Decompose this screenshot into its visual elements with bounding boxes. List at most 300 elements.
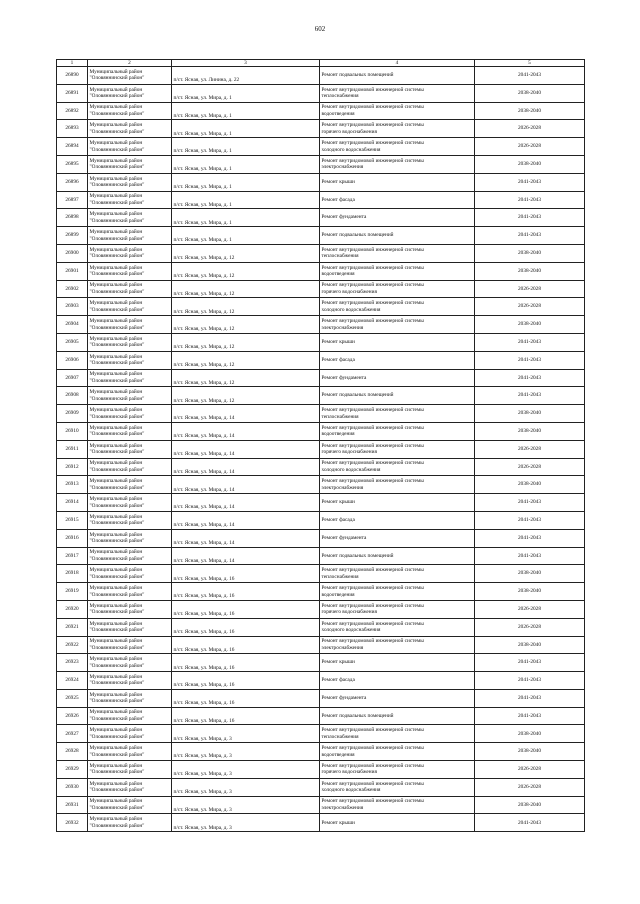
municipality-line-2: "Оловяннинский район" (89, 217, 145, 224)
municipality-cell (88, 405, 172, 423)
period-cell: 2041-2043 (475, 333, 585, 351)
municipality-line-1: Муниципальный район (89, 282, 143, 289)
municipality-cell (88, 173, 172, 191)
row-number: 26910 (57, 422, 88, 440)
work-type-line-2: водоотведения (321, 271, 355, 278)
table-row (57, 636, 585, 654)
municipality-line-1: Муниципальный район (89, 495, 143, 502)
address-cell: п/ст. Ясная, ул. Мира, д. 1 (172, 227, 320, 245)
work-type-line-1: Ремонт внутридомовой инженерной системы (321, 282, 424, 289)
table-row (57, 209, 585, 227)
period-cell: 2041-2043 (475, 227, 585, 245)
municipality-line-1: Муниципальный район (89, 86, 143, 93)
period-cell: 2041-2043 (475, 689, 585, 707)
municipality-cell (88, 369, 172, 387)
address-cell: п/ст. Ясная, ул. Мира, д. 1 (172, 173, 320, 191)
table-row (57, 494, 585, 512)
address-cell: п/ст. Ясная, ул. Мира, д. 3 (172, 761, 320, 779)
row-number: 26892 (57, 102, 88, 120)
period-cell: 2026-2028 (475, 600, 585, 618)
work-type-line-1: Ремонт внутридомовой инженерной системы (321, 317, 424, 324)
work-type-line-1: Ремонт внутридомовой инженерной системы (321, 139, 424, 146)
work-type-line-1: Ремонт фасада (321, 517, 355, 524)
work-type-cell (320, 173, 475, 191)
work-type-cell (320, 333, 475, 351)
row-number: 26930 (57, 778, 88, 796)
address-cell: п/ст. Ясная, ул. Мира, д. 16 (172, 636, 320, 654)
municipality-cell (88, 387, 172, 405)
work-type-cell (320, 761, 475, 779)
address-cell: п/ст. Ясная, ул. Мира, д. 12 (172, 262, 320, 280)
work-type-line-2: холодного водоснабжения (321, 787, 381, 794)
work-type-cell (320, 298, 475, 316)
work-type-cell (320, 814, 475, 832)
work-type-line-1: Ремонт крыши (321, 178, 355, 185)
municipality-cell (88, 689, 172, 707)
municipality-cell (88, 654, 172, 672)
municipality-cell (88, 778, 172, 796)
work-type-line-2: водоотведения (321, 591, 355, 598)
municipality-line-1: Муниципальный район (89, 175, 143, 182)
municipality-cell (88, 138, 172, 156)
municipality-cell (88, 565, 172, 583)
address-cell: п/ст. Ясная, ул. Мира, д. 1 (172, 138, 320, 156)
table-row (57, 529, 585, 547)
work-type-line-1: Ремонт фасада (321, 677, 355, 684)
work-type-line-2: горячего водоснабжения (321, 288, 377, 295)
municipality-line-1: Муниципальный район (89, 211, 143, 218)
work-type-line-1: Ремонт фасада (321, 196, 355, 203)
work-type-cell (320, 458, 475, 476)
page-number: 602 (314, 25, 326, 33)
address-cell: п/ст. Ясная, ул. Мира, д. 12 (172, 316, 320, 334)
table-row (57, 120, 585, 138)
municipality-line-1: Муниципальный район (89, 300, 143, 307)
municipality-line-1: Муниципальный район (89, 104, 143, 111)
municipality-cell (88, 244, 172, 262)
municipality-line-2: "Оловяннинский район" (89, 182, 145, 189)
municipality-line-2: "Оловяннинский район" (89, 609, 145, 616)
work-type-cell (320, 547, 475, 565)
table-row (57, 654, 585, 672)
period-cell: 2041-2043 (475, 814, 585, 832)
municipality-cell (88, 583, 172, 601)
row-number: 26913 (57, 476, 88, 494)
row-number: 26908 (57, 387, 88, 405)
municipality-cell (88, 227, 172, 245)
work-type-cell (320, 600, 475, 618)
municipality-cell (88, 333, 172, 351)
municipality-line-1: Муниципальный район (89, 424, 143, 431)
address-cell: п/ст. Ясная, ул. Мира, д. 12 (172, 369, 320, 387)
municipality-line-2: "Оловяннинский район" (89, 716, 145, 723)
column-header: 4 (320, 60, 475, 67)
work-type-cell (320, 120, 475, 138)
row-number: 26894 (57, 138, 88, 156)
municipality-line-2: "Оловяннинский район" (89, 377, 145, 384)
work-type-line-2: теплоснабжения (321, 733, 359, 740)
table-row (57, 547, 585, 565)
work-type-line-1: Ремонт внутридомовой инженерной системы (321, 264, 424, 271)
row-number: 26895 (57, 155, 88, 173)
row-number: 26903 (57, 298, 88, 316)
work-type-line-1: Ремонт внутридомовой инженерной системы (321, 406, 424, 413)
work-type-line-2: электроснабжения (321, 484, 364, 491)
work-type-cell (320, 369, 475, 387)
table-row (57, 227, 585, 245)
address-cell: п/ст. Ясная, ул. Мира, д. 14 (172, 511, 320, 529)
work-type-line-2: холодного водоснабжения (321, 466, 381, 473)
work-type-line-1: Ремонт внутридомовой инженерной системы (321, 460, 424, 467)
period-cell: 2038-2040 (475, 84, 585, 102)
work-type-line-2: водоотведения (321, 431, 355, 438)
period-cell: 2038-2040 (475, 155, 585, 173)
municipality-line-1: Муниципальный район (89, 584, 143, 591)
period-cell: 2038-2040 (475, 244, 585, 262)
municipality-line-2: "Оловяннинский район" (89, 360, 145, 367)
work-type-line-1: Ремонт крыши (321, 499, 355, 506)
table-row (57, 583, 585, 601)
work-type-line-1: Ремонт подвальных помещений (321, 552, 394, 559)
period-cell: 2026-2028 (475, 298, 585, 316)
municipality-line-2: "Оловяннинский район" (89, 324, 145, 331)
municipality-line-1: Муниципальный район (89, 709, 143, 716)
municipality-line-1: Муниципальный район (89, 691, 143, 698)
municipality-line-1: Муниципальный район (89, 193, 143, 200)
address-cell: п/ст. Ясная, ул. Мира, д. 14 (172, 458, 320, 476)
period-cell: 2041-2043 (475, 369, 585, 387)
work-type-cell (320, 209, 475, 227)
period-cell: 2038-2040 (475, 262, 585, 280)
municipality-line-2: "Оловяннинский район" (89, 555, 145, 562)
work-type-line-1: Ремонт подвальных помещений (321, 232, 394, 239)
address-cell: п/ст. Ясная, ул. Мира, д. 14 (172, 547, 320, 565)
period-cell: 2038-2040 (475, 476, 585, 494)
municipality-line-2: "Оловяннинский район" (89, 449, 145, 456)
municipality-line-1: Муниципальный район (89, 122, 143, 129)
work-type-line-1: Ремонт внутридомовой инженерной системы (321, 567, 424, 574)
work-type-cell (320, 67, 475, 85)
municipality-line-1: Муниципальный район (89, 673, 143, 680)
row-number: 26896 (57, 173, 88, 191)
row-number: 26911 (57, 440, 88, 458)
period-cell: 2041-2043 (475, 387, 585, 405)
row-number: 26920 (57, 600, 88, 618)
table-row (57, 84, 585, 102)
municipality-line-2: "Оловяннинский район" (89, 787, 145, 794)
work-type-line-1: Ремонт подвальных помещений (321, 712, 394, 719)
work-type-line-1: Ремонт внутридомовой инженерной системы (321, 620, 424, 627)
address-cell: п/ст. Ясная, ул. Мира, д. 16 (172, 565, 320, 583)
work-type-line-1: Ремонт фасада (321, 356, 355, 363)
municipality-line-2: "Оловяннинский район" (89, 164, 145, 171)
period-cell: 2038-2040 (475, 316, 585, 334)
municipality-cell (88, 725, 172, 743)
work-type-cell (320, 565, 475, 583)
municipality-cell (88, 209, 172, 227)
table-row (57, 387, 585, 405)
table-row (57, 511, 585, 529)
table-row (57, 280, 585, 298)
work-type-line-1: Ремонт внутридомовой инженерной системы (321, 122, 424, 129)
work-type-line-1: Ремонт внутридомовой инженерной системы (321, 300, 424, 307)
row-number: 26907 (57, 369, 88, 387)
period-cell: 2038-2040 (475, 565, 585, 583)
municipality-line-2: "Оловяннинский район" (89, 288, 145, 295)
work-type-cell (320, 583, 475, 601)
address-cell: п/ст. Ясная, ул. Мира, д. 3 (172, 725, 320, 743)
row-number: 26917 (57, 547, 88, 565)
municipality-line-2: "Оловяннинский район" (89, 199, 145, 206)
period-cell: 2026-2028 (475, 280, 585, 298)
work-type-cell (320, 138, 475, 156)
period-cell: 2038-2040 (475, 725, 585, 743)
table-row (57, 476, 585, 494)
address-cell: п/ст. Ясная, ул. Мира, д. 16 (172, 583, 320, 601)
table-row (57, 743, 585, 761)
municipality-line-2: "Оловяннинский район" (89, 395, 145, 402)
address-cell: п/ст. Ясная, ул. Мира, д. 3 (172, 778, 320, 796)
work-type-cell (320, 725, 475, 743)
period-cell: 2026-2028 (475, 778, 585, 796)
municipality-line-2: "Оловяннинский район" (89, 306, 145, 313)
municipality-line-1: Муниципальный район (89, 638, 143, 645)
table-row (57, 672, 585, 690)
work-type-cell (320, 778, 475, 796)
row-number: 26927 (57, 725, 88, 743)
row-number: 26932 (57, 814, 88, 832)
work-type-line-2: электроснабжения (321, 805, 364, 812)
work-type-cell (320, 244, 475, 262)
address-cell: п/ст. Ясная, ул. Мира, д. 14 (172, 476, 320, 494)
column-header: 3 (172, 60, 320, 67)
table-row (57, 725, 585, 743)
row-number: 26906 (57, 351, 88, 369)
address-cell: п/ст. Ясная, ул. Мира, д. 12 (172, 244, 320, 262)
address-cell: п/ст. Ясная, ул. Мира, д. 12 (172, 351, 320, 369)
municipality-line-1: Муниципальный район (89, 620, 143, 627)
municipality-line-2: "Оловяннинский район" (89, 413, 145, 420)
work-type-line-1: Ремонт фундамента (321, 374, 367, 381)
work-type-line-1: Ремонт внутридомовой инженерной системы (321, 157, 424, 164)
row-number: 26919 (57, 583, 88, 601)
work-type-line-1: Ремонт внутридомовой инженерной системы (321, 246, 424, 253)
work-type-line-1: Ремонт подвальных помещений (321, 392, 394, 399)
work-type-cell (320, 796, 475, 814)
work-type-line-2: горячего водоснабжения (321, 128, 377, 135)
work-type-cell (320, 405, 475, 423)
work-type-line-2: теплоснабжения (321, 93, 359, 100)
table-row (57, 262, 585, 280)
municipality-line-2: "Оловяннинский район" (89, 627, 145, 634)
period-cell: 2041-2043 (475, 494, 585, 512)
municipality-cell (88, 494, 172, 512)
work-type-cell (320, 672, 475, 690)
work-type-cell (320, 440, 475, 458)
work-type-line-2: холодного водоснабжения (321, 146, 381, 153)
period-cell: 2041-2043 (475, 672, 585, 690)
municipality-line-2: "Оловяннинский район" (89, 644, 145, 651)
period-cell: 2038-2040 (475, 102, 585, 120)
address-cell: п/ст. Ясная, ул. Мира, д. 16 (172, 618, 320, 636)
work-type-line-1: Ремонт внутридомовой инженерной системы (321, 727, 424, 734)
work-type-cell (320, 351, 475, 369)
work-type-cell (320, 494, 475, 512)
municipality-line-1: Муниципальный район (89, 406, 143, 413)
work-type-cell (320, 511, 475, 529)
row-number: 26899 (57, 227, 88, 245)
work-type-cell (320, 636, 475, 654)
municipality-cell (88, 67, 172, 85)
address-cell: п/ст. Ясная, ул. Мира, д. 1 (172, 84, 320, 102)
work-type-cell (320, 618, 475, 636)
municipality-cell (88, 262, 172, 280)
municipality-line-1: Муниципальный район (89, 602, 143, 609)
municipality-line-2: "Оловяннинский район" (89, 235, 145, 242)
work-type-line-1: Ремонт фундамента (321, 214, 367, 221)
municipality-line-1: Муниципальный район (89, 264, 143, 271)
period-cell: 2038-2040 (475, 636, 585, 654)
municipality-cell (88, 280, 172, 298)
municipality-cell (88, 672, 172, 690)
period-cell: 2041-2043 (475, 351, 585, 369)
municipality-cell (88, 316, 172, 334)
work-type-line-2: теплоснабжения (321, 573, 359, 580)
register-table (56, 59, 585, 832)
row-number: 26904 (57, 316, 88, 334)
work-type-cell (320, 155, 475, 173)
period-cell: 2026-2028 (475, 618, 585, 636)
municipality-line-2: "Оловяннинский район" (89, 502, 145, 509)
period-cell: 2041-2043 (475, 191, 585, 209)
municipality-line-2: "Оловяннинский район" (89, 431, 145, 438)
municipality-line-1: Муниципальный район (89, 335, 143, 342)
address-cell: п/ст. Ясная, ул. Мира, д. 1 (172, 102, 320, 120)
work-type-cell (320, 280, 475, 298)
work-type-line-1: Ремонт внутридомовой инженерной системы (321, 762, 424, 769)
row-number: 26912 (57, 458, 88, 476)
work-type-line-2: горячего водоснабжения (321, 609, 377, 616)
work-type-line-2: водоотведения (321, 751, 355, 758)
work-type-cell (320, 191, 475, 209)
work-type-line-1: Ремонт внутридомовой инженерной системы (321, 602, 424, 609)
municipality-line-1: Муниципальный район (89, 567, 143, 574)
row-number: 26897 (57, 191, 88, 209)
work-type-line-1: Ремонт фундамента (321, 694, 367, 701)
period-cell: 2041-2043 (475, 529, 585, 547)
row-number: 26925 (57, 689, 88, 707)
table-row (57, 761, 585, 779)
address-cell: п/ст. Ясная, ул. Мира, д. 12 (172, 280, 320, 298)
work-type-line-2: электроснабжения (321, 324, 364, 331)
municipality-line-2: "Оловяннинский район" (89, 538, 145, 545)
address-cell: п/ст. Ясная, ул. Мира, д. 14 (172, 405, 320, 423)
municipality-line-2: "Оловяннинский район" (89, 253, 145, 260)
municipality-line-2: "Оловяннинский район" (89, 146, 145, 153)
work-type-line-2: горячего водоснабжения (321, 449, 377, 456)
work-type-cell (320, 689, 475, 707)
municipality-cell (88, 476, 172, 494)
work-type-cell (320, 529, 475, 547)
work-type-line-2: теплоснабжения (321, 413, 359, 420)
row-number: 26891 (57, 84, 88, 102)
work-type-line-1: Ремонт внутридомовой инженерной системы (321, 86, 424, 93)
work-type-line-2: горячего водоснабжения (321, 769, 377, 776)
municipality-line-2: "Оловяннинский район" (89, 822, 145, 829)
column-header: 1 (57, 60, 88, 67)
municipality-cell (88, 440, 172, 458)
table-row (57, 138, 585, 156)
row-number: 26929 (57, 761, 88, 779)
address-cell: п/ст. Ясная, ул. Мира, д. 1 (172, 209, 320, 227)
municipality-line-2: "Оловяннинский район" (89, 520, 145, 527)
period-cell: 2041-2043 (475, 67, 585, 85)
period-cell: 2041-2043 (475, 654, 585, 672)
period-cell: 2041-2043 (475, 209, 585, 227)
work-type-line-1: Ремонт крыши (321, 339, 355, 346)
period-cell: 2026-2028 (475, 458, 585, 476)
row-number: 26923 (57, 654, 88, 672)
row-number: 26898 (57, 209, 88, 227)
address-cell: п/ст. Ясная, ул. Мира, д. 1 (172, 155, 320, 173)
period-cell: 2041-2043 (475, 173, 585, 191)
row-number: 26916 (57, 529, 88, 547)
address-cell: п/ст. Ясная, ул. Мира, д. 1 (172, 120, 320, 138)
municipality-cell (88, 636, 172, 654)
table-row (57, 778, 585, 796)
municipality-line-2: "Оловяннинский район" (89, 93, 145, 100)
period-cell: 2038-2040 (475, 743, 585, 761)
address-cell: п/ст. Ясная, ул. Мира, д. 16 (172, 689, 320, 707)
work-type-line-1: Ремонт внутридомовой инженерной системы (321, 584, 424, 591)
table-row (57, 298, 585, 316)
municipality-line-1: Муниципальный район (89, 478, 143, 485)
municipality-cell (88, 618, 172, 636)
municipality-line-1: Муниципальный район (89, 139, 143, 146)
municipality-line-1: Муниципальный район (89, 745, 143, 752)
municipality-line-1: Муниципальный район (89, 371, 143, 378)
work-type-cell (320, 654, 475, 672)
row-number: 26901 (57, 262, 88, 280)
address-cell: п/ст. Ясная, ул. Мира, д. 16 (172, 600, 320, 618)
municipality-cell (88, 298, 172, 316)
table-row (57, 244, 585, 262)
municipality-cell (88, 600, 172, 618)
municipality-line-2: "Оловяннинский район" (89, 573, 145, 580)
municipality-line-1: Муниципальный район (89, 762, 143, 769)
municipality-line-2: "Оловяннинский район" (89, 680, 145, 687)
period-cell: 2038-2040 (475, 796, 585, 814)
municipality-line-2: "Оловяннинский район" (89, 75, 145, 82)
work-type-line-2: холодного водоснабжения (321, 627, 381, 634)
municipality-line-1: Муниципальный район (89, 798, 143, 805)
row-number: 26890 (57, 67, 88, 85)
period-cell: 2041-2043 (475, 511, 585, 529)
municipality-line-1: Муниципальный район (89, 513, 143, 520)
address-cell: п/ст. Ясная, ул. Мира, д. 3 (172, 743, 320, 761)
address-cell: п/ст. Ясная, ул. Линина, д. 22 (172, 67, 320, 85)
address-cell: п/ст. Ясная, ул. Мира, д. 14 (172, 494, 320, 512)
register-body (57, 60, 585, 832)
address-cell: п/ст. Ясная, ул. Мира, д. 16 (172, 672, 320, 690)
work-type-cell (320, 102, 475, 120)
table-row (57, 565, 585, 583)
table-row (57, 173, 585, 191)
row-number: 26926 (57, 707, 88, 725)
table-row (57, 796, 585, 814)
table-row (57, 600, 585, 618)
municipality-line-1: Муниципальный район (89, 317, 143, 324)
